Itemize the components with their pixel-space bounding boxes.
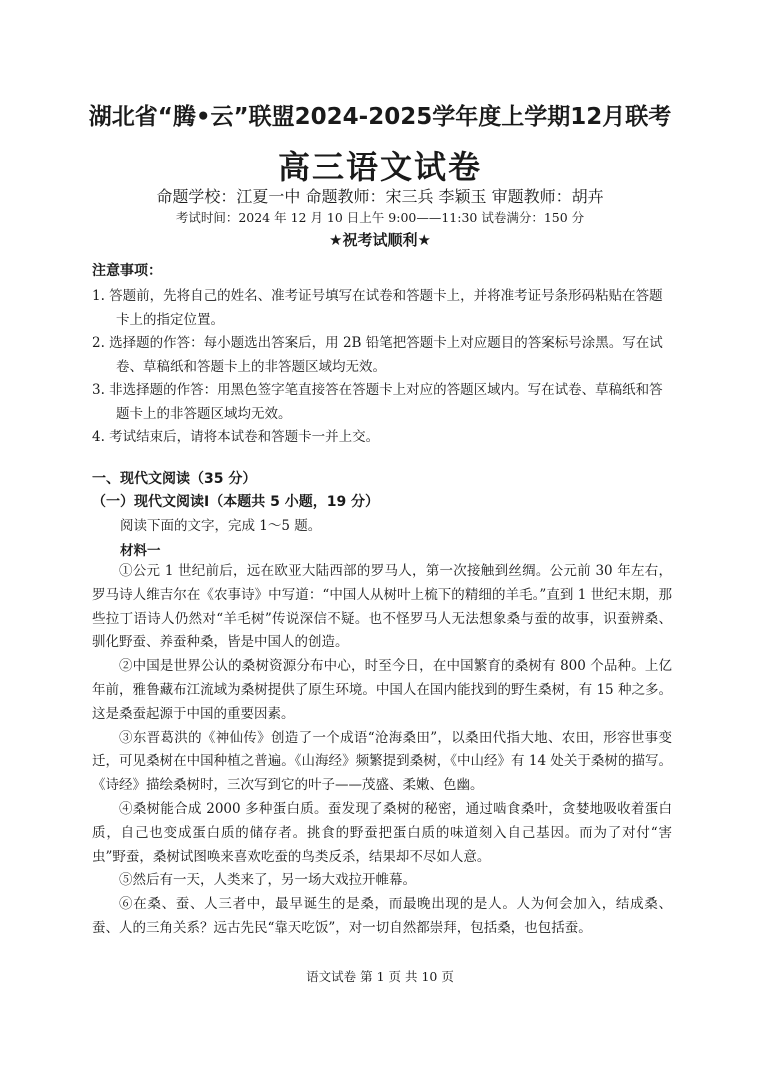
section-title: 一、现代文阅读（35 分） [92,471,257,487]
reading-passage [92,560,672,941]
exam-info-line: 考试时间：2024 年 12 月 10 日上午 9:00——11:30 试卷满分：150 分 [175,210,585,225]
passage-paragraph-6: ⑥在桑、蚕、人三者中，最早诞生的是桑，而最晚出现的是人。人为何会加入，结成桑、蚕、人的三角关系？远古先民“靠天吃饭”，对一切自然都崇拜，包括桑，也包括蚕。 [92,896,672,936]
notice-heading: 注意事项： [92,263,162,279]
passage-paragraph-4: ④桑树能合成 2000 多种蛋白质。蚕发现了桑树的秘密，通过啮食桑叶，贪婪地吸收着蛋白质，自己也变成蛋白质的储存者。挑食的野蚕把蛋白质的味道刻入自己基因。而为了对付“害虫”野蚕，桑树试图唤来喜欢吃蚕的鸟类反杀，结果却不尽如人意。 [92,800,672,865]
page-footer: 语文试卷 第 1 页 共 10 页 [306,969,454,984]
passage-paragraph-2: ②中国是世界公认的桑树资源分布中心，时至今日，在中国繁育的桑树有 800 个品种。上亿年前，雅鲁藏布江流域为桑树提供了原生环境。中国人在国内能找到的野生桑树，有 15 种之多。这是桑蚕起源于中国的重要因素。 [92,658,672,722]
passage-paragraph-3: ③东晋葛洪的《神仙传》创造了一个成语“沧海桑田”，以桑田代指大地、农田，形容世事变迁，可见桑树在中国种植之普遍。《山海经》频繁提到桑树，《中山经》有 14 处关于桑树的描写。《诗经》描绘桑树时，三次写到它的叶子——茂盛、柔嫩、色幽。 [92,729,672,794]
exam-title: 湖北省“腾•云”联盟2024-2025学年度上学期12月联考 [88,104,672,130]
exam-subtitle: 高三语文试卷 [277,148,482,186]
notice-item-4: 4. 考试结束后，请将本试卷和答题卡一并上交。 [92,429,380,445]
notice-item-2: 2. 选择题的作答：每小题选出答案后，用 2B 铅笔把答题卡上对应题目的答案标号涂黑。写在试卷、草稿纸和答题卡上的非答题区域均无效。 [92,335,663,375]
reading-instruction: 阅读下面的文字，完成 1～5 题。 [120,518,322,534]
notice-list [92,285,674,450]
notice-item-1: 1. 答题前，先将自己的姓名、准考证号填写在试卷和答题卡上，并将准考证号条形码粘贴在答题卡上的指定位置。 [92,288,663,328]
notice-item-3: 3. 非选择题的作答：用黑色签字笔直接答在答题卡上对应的答题区域内。写在试卷、草稿纸和答题卡上的非答题区域均无效。 [92,382,663,422]
good-luck-line: ★祝考试顺利★ [329,231,431,249]
passage-paragraph-1: ①公元 1 世纪前后，远在欧亚大陆西部的罗马人，第一次接触到丝绸。公元前 30 年左右，罗马诗人维吉尔在《农事诗》中写道：“中国人从树叶上梳下的精细的羊毛。”直到 1 世纪末期，那些拉丁语诗人仍然对“羊毛树”传说深信不疑。也不怪罗马人无法想象桑与蚕的故事，识蚕辨桑、驯化野蚕、养蚕种桑，皆是中国人的创造。 [92,563,672,651]
material-label: 材料一 [120,543,161,559]
passage-paragraph-5: ⑤然后有一天，人类来了，另一场大戏拉开帷幕。 [119,872,416,889]
authors-line: 命题学校：江夏一中 命题教师：宋三兵 李颖玉 审题教师：胡卉 [156,187,604,206]
section-subtitle: （一）现代文阅读Ⅰ（本题共 5 小题，19 分） [92,494,380,510]
